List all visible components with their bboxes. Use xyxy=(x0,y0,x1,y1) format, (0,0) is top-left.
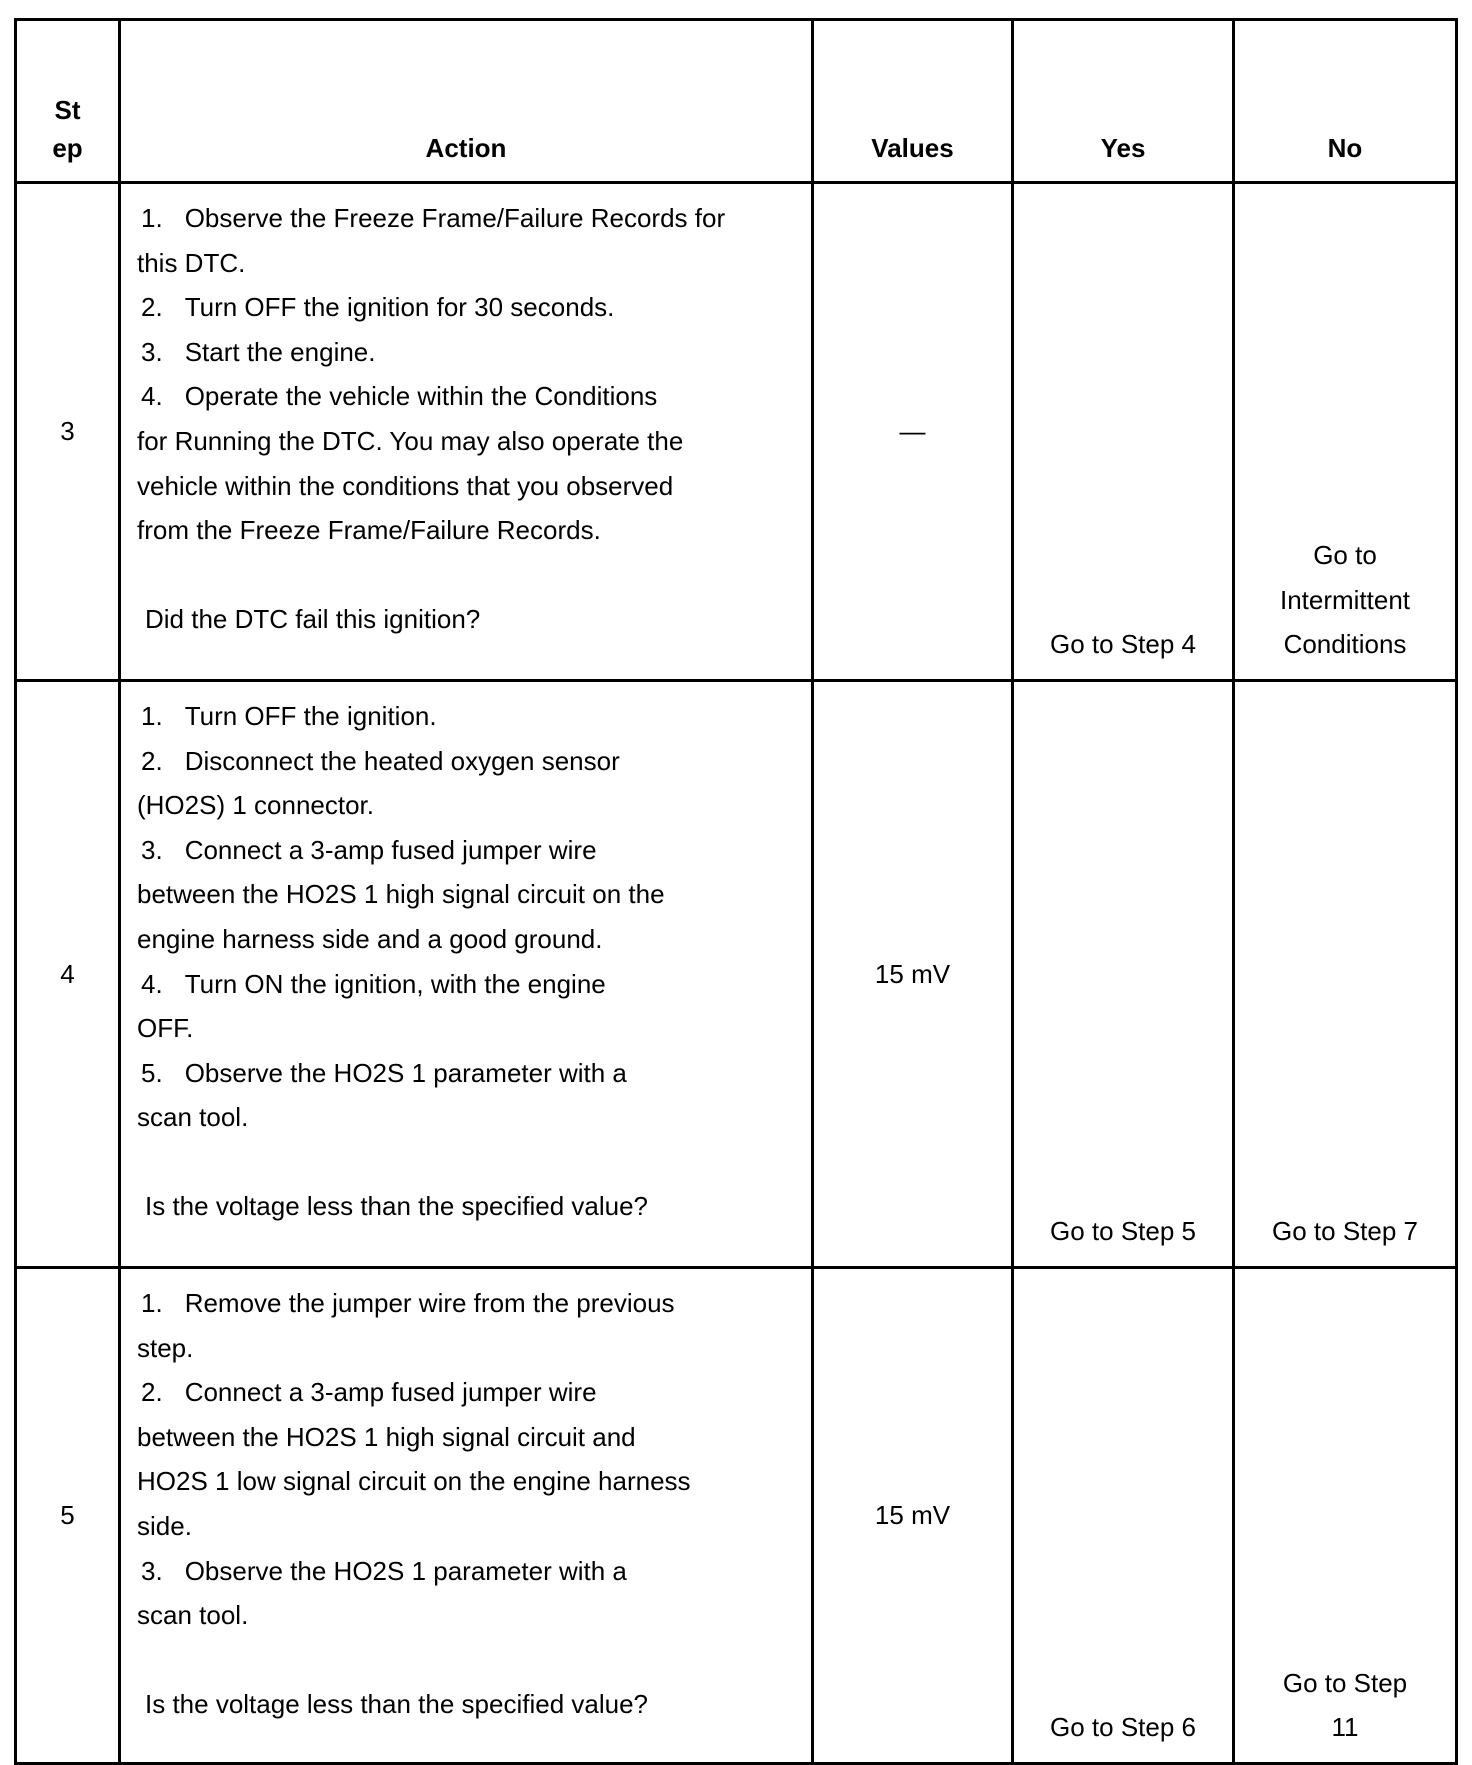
action-line xyxy=(137,1095,801,1140)
action-line-text: Turn OFF the ignition for 30 seconds. xyxy=(184,292,615,323)
action-line xyxy=(137,508,801,553)
header-yes: Yes xyxy=(1013,20,1234,183)
action-line-text: scan tool. xyxy=(137,1102,249,1133)
action-line xyxy=(137,330,801,375)
action-line-text: step. xyxy=(137,1332,194,1363)
values-cell: 15 mV xyxy=(813,1268,1013,1764)
no-cell-line: Go to xyxy=(1313,540,1377,571)
action-steps xyxy=(137,694,801,1140)
action-line-text: scan tool. xyxy=(137,1600,249,1631)
header-step-line1: St xyxy=(54,95,81,125)
action-line xyxy=(137,694,801,739)
action-line-text: Turn OFF the ignition. xyxy=(184,701,437,731)
no-cell-line: 11 xyxy=(1331,1712,1359,1743)
diagnostic-table-wrapper xyxy=(14,18,1455,1765)
action-line xyxy=(137,1326,801,1371)
action-line xyxy=(137,1051,801,1096)
action-line-number: 3. xyxy=(141,1555,163,1586)
action-line xyxy=(137,1593,801,1638)
action-line-text: Connect a 3-amp fused jumper wire xyxy=(184,834,597,865)
no-cell xyxy=(1234,1268,1457,1764)
action-line xyxy=(137,1006,801,1051)
action-line xyxy=(137,1281,801,1326)
action-cell xyxy=(120,681,813,1268)
yes-cell: Go to Step 6 xyxy=(1013,1268,1234,1764)
header-values: Values xyxy=(813,20,1013,183)
action-line xyxy=(137,739,801,784)
step-number: 5 xyxy=(16,1268,120,1764)
action-line-text: Remove the jumper wire from the previous xyxy=(184,1288,675,1318)
values-cell: — xyxy=(813,183,1013,681)
action-line xyxy=(137,828,801,873)
action-line-number: 3. xyxy=(141,336,163,367)
action-line-text: this DTC. xyxy=(137,247,246,278)
action-line xyxy=(137,1370,801,1415)
action-question: Did the DTC fail this ignition? xyxy=(145,603,481,634)
action-steps xyxy=(137,1281,801,1638)
step-number: 3 xyxy=(16,183,120,681)
header-no: No xyxy=(1234,20,1457,183)
action-line-number: 3. xyxy=(141,834,163,865)
action-line-number: 4. xyxy=(141,381,163,412)
action-line-text: Operate the vehicle within the Conditions xyxy=(184,381,658,412)
action-line xyxy=(137,962,801,1007)
action-line-text: from the Freeze Frame/Failure Records. xyxy=(137,515,601,546)
step-number: 4 xyxy=(16,681,120,1268)
table-row xyxy=(16,183,1457,681)
no-cell-line: Intermittent xyxy=(1279,584,1411,615)
action-line xyxy=(137,419,801,464)
action-line xyxy=(137,1504,801,1549)
table-header-row xyxy=(16,20,1457,183)
table-body xyxy=(16,183,1457,1764)
action-question: Is the voltage less than the specified value? xyxy=(145,1688,648,1719)
action-cell xyxy=(120,183,813,681)
no-cell xyxy=(1234,681,1457,1268)
yes-cell: Go to Step 5 xyxy=(1013,681,1234,1268)
action-line xyxy=(137,872,801,917)
action-line-text: for Running the DTC. You may also operate the xyxy=(137,425,684,456)
table-row xyxy=(16,681,1457,1268)
yes-cell: Go to Step 4 xyxy=(1013,183,1234,681)
action-line xyxy=(137,196,801,241)
action-line-text: Turn ON the ignition, with the engine xyxy=(184,968,606,999)
action-steps xyxy=(137,196,801,553)
action-line xyxy=(137,1549,801,1594)
action-line-text: HO2S 1 low signal circuit on the engine harness xyxy=(137,1466,691,1497)
action-line-text: (HO2S) 1 connector. xyxy=(137,790,374,821)
action-cell xyxy=(120,1268,813,1764)
values-cell: 15 mV xyxy=(813,681,1013,1268)
header-step xyxy=(16,20,120,183)
no-cell-line: Go to Step 7 xyxy=(1272,1216,1418,1247)
diagnostic-table xyxy=(14,18,1458,1765)
action-line-text: Disconnect the heated oxygen sensor xyxy=(184,745,620,776)
action-line xyxy=(137,917,801,962)
action-line-text: Observe the HO2S 1 parameter with a xyxy=(184,1555,627,1586)
action-line xyxy=(137,241,801,286)
action-line-number: 1. xyxy=(141,701,163,731)
action-line-text: Observe the Freeze Frame/Failure Records for xyxy=(184,203,726,233)
no-cell xyxy=(1234,183,1457,681)
action-line-text: between the HO2S 1 high signal circuit and xyxy=(137,1421,636,1452)
action-line-number: 1. xyxy=(141,203,163,233)
action-line xyxy=(137,285,801,330)
action-line-text: Connect a 3-amp fused jumper wire xyxy=(184,1377,597,1408)
action-line-text: side. xyxy=(137,1510,192,1541)
action-line xyxy=(137,374,801,419)
action-line-number: 4. xyxy=(141,968,163,999)
action-line-number: 2. xyxy=(141,745,163,776)
action-line-text: Observe the HO2S 1 parameter with a xyxy=(184,1057,627,1088)
table-row xyxy=(16,1268,1457,1764)
action-line-number: 1. xyxy=(141,1288,163,1318)
action-line-text: between the HO2S 1 high signal circuit on the xyxy=(137,879,665,910)
action-line-text: OFF. xyxy=(137,1013,194,1044)
action-line xyxy=(137,1415,801,1460)
action-line-number: 2. xyxy=(141,292,163,323)
action-line-text: vehicle within the conditions that you observed xyxy=(137,470,674,501)
no-cell-line: Conditions xyxy=(1283,629,1407,660)
action-line-text: Start the engine. xyxy=(184,336,376,367)
action-line xyxy=(137,464,801,509)
header-step-line2: ep xyxy=(52,133,83,163)
action-question: Is the voltage less than the specified value? xyxy=(145,1190,648,1221)
header-action: Action xyxy=(120,20,813,183)
no-cell-line: Go to Step xyxy=(1282,1667,1408,1698)
action-line-number: 5. xyxy=(141,1057,163,1088)
action-line-text: engine harness side and a good ground. xyxy=(137,923,603,954)
action-line xyxy=(137,1459,801,1504)
action-line xyxy=(137,783,801,828)
action-line-number: 2. xyxy=(141,1377,163,1408)
